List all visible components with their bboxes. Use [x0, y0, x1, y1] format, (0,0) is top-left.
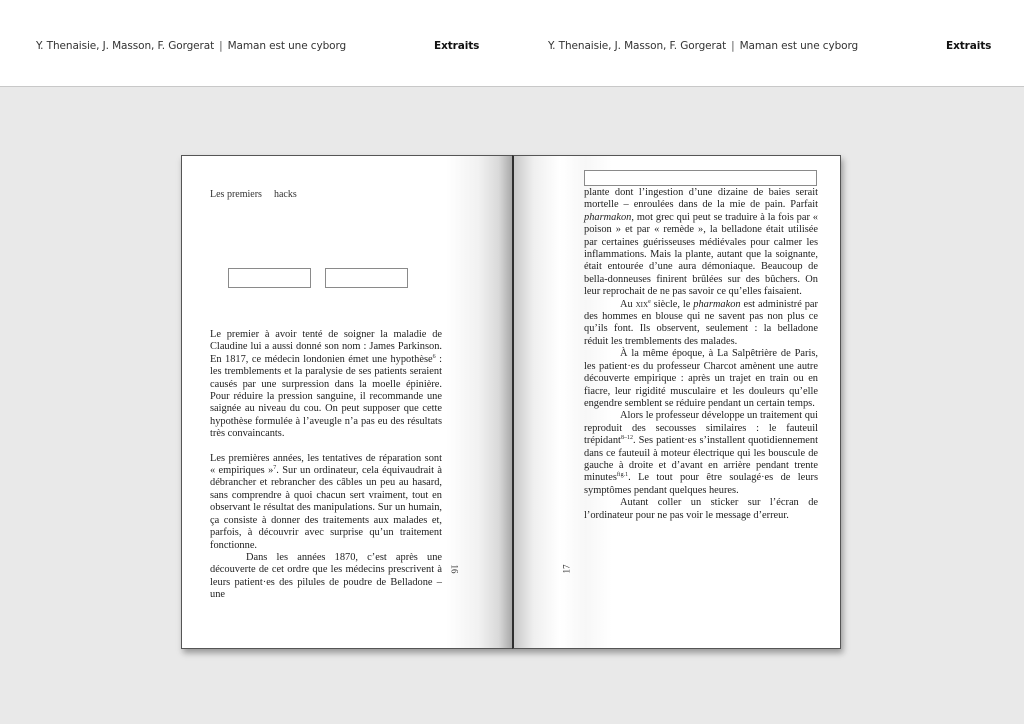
paragraph: Dans les années 1870, c’est après une découverte de cet ordre que les médecins prescrivent à leurs patient·es des pilules de poudre de Belladone – une — [210, 551, 442, 601]
header-section-label: Extraits — [434, 40, 480, 52]
page-number: 16 — [449, 564, 460, 574]
page-number: 17 — [561, 564, 572, 574]
redacted-box — [584, 170, 817, 186]
paragraph: Le premier à avoir tenté de soigner la maladie de Claudine lui a aussi donné son nom : James Parkinson. En 1817, ce médecin londonien émet une hypothèse$^6$ : les tremblements et la paralysie de ses patients seraient causés par une surpression dans la moelle épinière. Pour réduire la pression sanguine, il recommande une saignée au niveau du cou. On peut supposer que cette hypothèse formulée à l’aveugle n’a pas eu des résultats très convaincants. — [210, 329, 442, 440]
redacted-box — [325, 268, 408, 288]
paragraph: Alors le professeur développe un traitement qui reproduit des secousses similaires : le fauteuil trépidant$^{8-12}$. Ses patient·es s’installent quotidiennement dans ce fauteuil à moteur électrique qui les bouscule de gauche à droite et d’avant en arrière pendant trente minutes$^{fig.1}$. Le tout pour être soulagé·es de leurs symptômes pendant quelques heures. — [584, 410, 818, 496]
header-left-credits — [36, 40, 346, 52]
header-separator: | — [731, 40, 735, 52]
header-separator: | — [219, 40, 223, 52]
header-authors: Y. Thenaisie, J. Masson, F. Gorgerat — [548, 40, 727, 52]
left-body-text — [210, 329, 442, 602]
header-book-title: Maman est une cyborg — [739, 40, 859, 52]
right-body-text — [584, 187, 818, 522]
header-bar — [0, 0, 1024, 87]
header-section-label: Extraits — [946, 40, 992, 52]
paragraph: Autant coller un sticker sur l’écran de l’ordinateur pour ne pas voir le message d’erreur. — [584, 497, 818, 521]
header-right-credits — [548, 40, 858, 52]
header-book-title: Maman est une cyborg — [227, 40, 347, 52]
paragraph: plante dont l’ingestion d’une dizaine de baies serait mortelle – enroulées dans de la mie de pain. Parfait pharmakon, mot grec qui peut se traduire à la fois par « poison » et par « remède », la belladone était utilisée par certaines guérisseuses médiévales pour calmer les inflammations. Mais la plante, autant que la soignante, était entourée d’une aura démoniaque. Beaucoup de bella-donneuses finirent brûlées sur des bûchers. On leur reprochait de ne pas savoir ce qu’elles faisaient. — [584, 187, 818, 298]
right-page — [512, 155, 841, 649]
paragraph: À la même époque, à La Salpêtrière de Paris, les patient·es du professeur Charcot amènent une autre découverte empirique : après un trajet en train ou en fiacre, leur rigidité musculaire et les douleurs qu’elle engendre semblent se réduire pendant un certain temps. — [584, 348, 818, 409]
book-spread — [181, 155, 841, 649]
paragraph: Les premières années, les tentatives de réparation sont « empiriques »$^7$. Sur un ordinateur, cela équivaudrait à débrancher et rebrancher des câbles un peu au hasard, sans comprendre à quoi chacun sert vraiment, tout en observant le résultat des manipulations. Sur un humain, ça consiste à donner des traitements aux malades et, parfois, à découvrir avec surprise qu’un traitement fonctionne. — [210, 452, 442, 551]
chapter-title-part1: Les premiers — [210, 189, 262, 200]
paragraph: Au xix$^e$ siècle, le pharmakon est administré par des hommes en blouse qui ne savent pas non plus ce qu’ils font. Ils observent, seulement : la belladone réduit les tremblements des malades. — [584, 298, 819, 347]
redacted-box — [228, 268, 311, 288]
left-page — [181, 155, 512, 649]
chapter-title-part2: hacks — [273, 189, 297, 200]
chapter-title — [210, 189, 297, 200]
header-authors: Y. Thenaisie, J. Masson, F. Gorgerat — [36, 40, 215, 52]
